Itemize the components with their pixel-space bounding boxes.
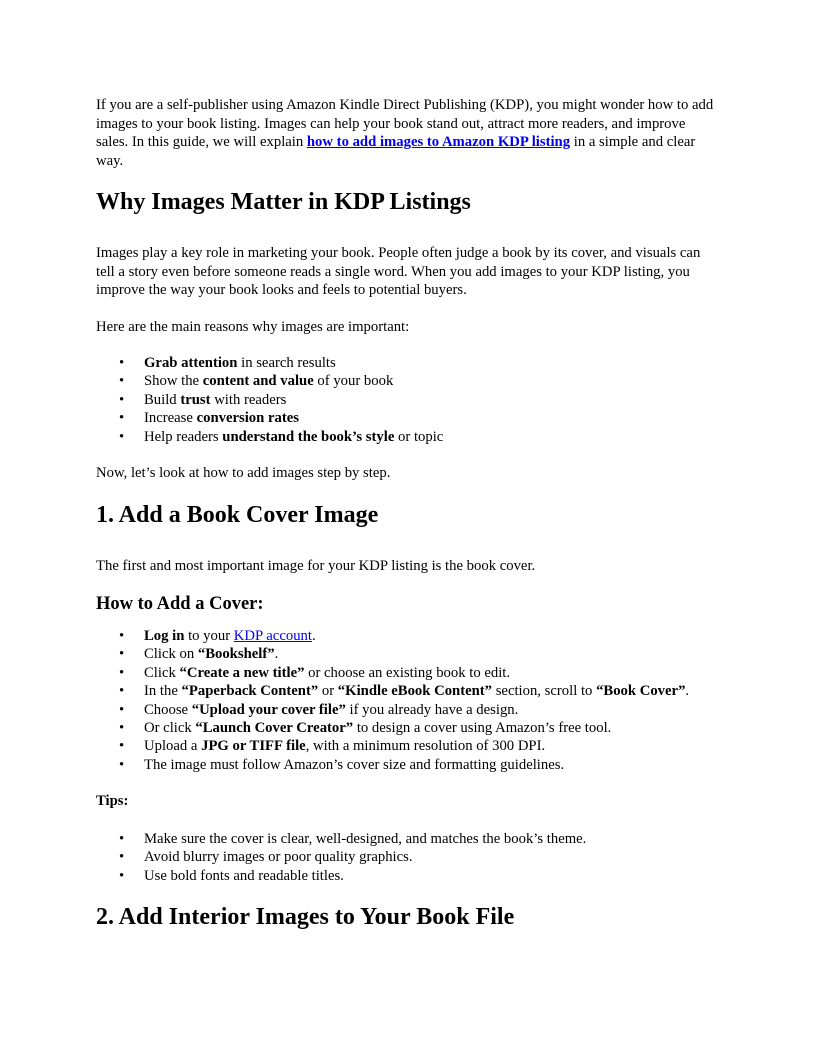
heading-interior-images: 2. Add Interior Images to Your Book File (96, 904, 515, 930)
kdp-account-link[interactable]: KDP account (233, 628, 312, 645)
intro-text: If you are a self-publisher using Amazon Kindle Direct Publishing (KDP), you might wonder how to add images to your book listing. Images can help your book stand out, attract more readers, and improve sales. In this guide, we will explain (96, 97, 714, 150)
list-item: • Grab attention in search results (144, 354, 720, 372)
heading-why-images: Why Images Matter in KDP Listings (96, 189, 471, 215)
reasons-list (96, 354, 720, 446)
list-item: • Log in to your KDP account. (144, 627, 720, 645)
tips-heading: Tips: (96, 793, 129, 810)
list-item: • The image must follow Amazon’s cover size and formatting guidelines. (144, 756, 720, 774)
cover-steps-list (96, 627, 720, 774)
subheading-how-to-add-cover: How to Add a Cover: (96, 594, 264, 615)
reasons-intro: Here are the main reasons why images are important: (96, 318, 410, 335)
list-item: • Make sure the cover is clear, well-designed, and matches the book’s theme. (144, 830, 720, 848)
list-item: • Help readers understand the book’s style or topic (144, 428, 720, 446)
tips-list (96, 830, 720, 885)
list-item: • Click on “Bookshelf”. (144, 645, 720, 663)
list-item: • Or click “Launch Cover Creator” to design a cover using Amazon’s free tool. (144, 719, 720, 737)
list-item: • Avoid blurry images or poor quality graphics. (144, 848, 720, 866)
intro-text-end: in a simple and clear way. (96, 134, 696, 169)
list-item: • Choose “Upload your cover file” if you already have a design. (144, 701, 720, 719)
list-item: • Build trust with readers (144, 391, 720, 409)
list-item: • Increase conversion rates (144, 409, 720, 427)
list-item: • In the “Paperback Content” or “Kindle eBook Content” section, scroll to “Book Cover”. (144, 682, 720, 700)
list-item: • Upload a JPG or TIFF file, with a minimum resolution of 300 DPI. (144, 737, 720, 755)
list-item: • Show the content and value of your book (144, 372, 720, 390)
why-paragraph: Images play a key role in marketing your book. People often judge a book by its cover, and visuals can tell a story even before someone reads a single word. When you add images to your KDP listing, you improve the way your book looks and feels to potential buyers. (96, 245, 701, 298)
list-item: • Use bold fonts and readable titles. (144, 867, 720, 885)
closing-paragraph: Now, let’s look at how to add images step by step. (96, 465, 391, 482)
heading-book-cover: 1. Add a Book Cover Image (96, 501, 379, 528)
guide-link[interactable]: how to add images to Amazon KDP listing (306, 134, 571, 150)
intro-paragraph (96, 96, 720, 170)
list-item: • Click “Create a new title” or choose an existing book to edit. (144, 664, 720, 682)
cover-paragraph: The first and most important image for your KDP listing is the book cover. (96, 557, 536, 574)
